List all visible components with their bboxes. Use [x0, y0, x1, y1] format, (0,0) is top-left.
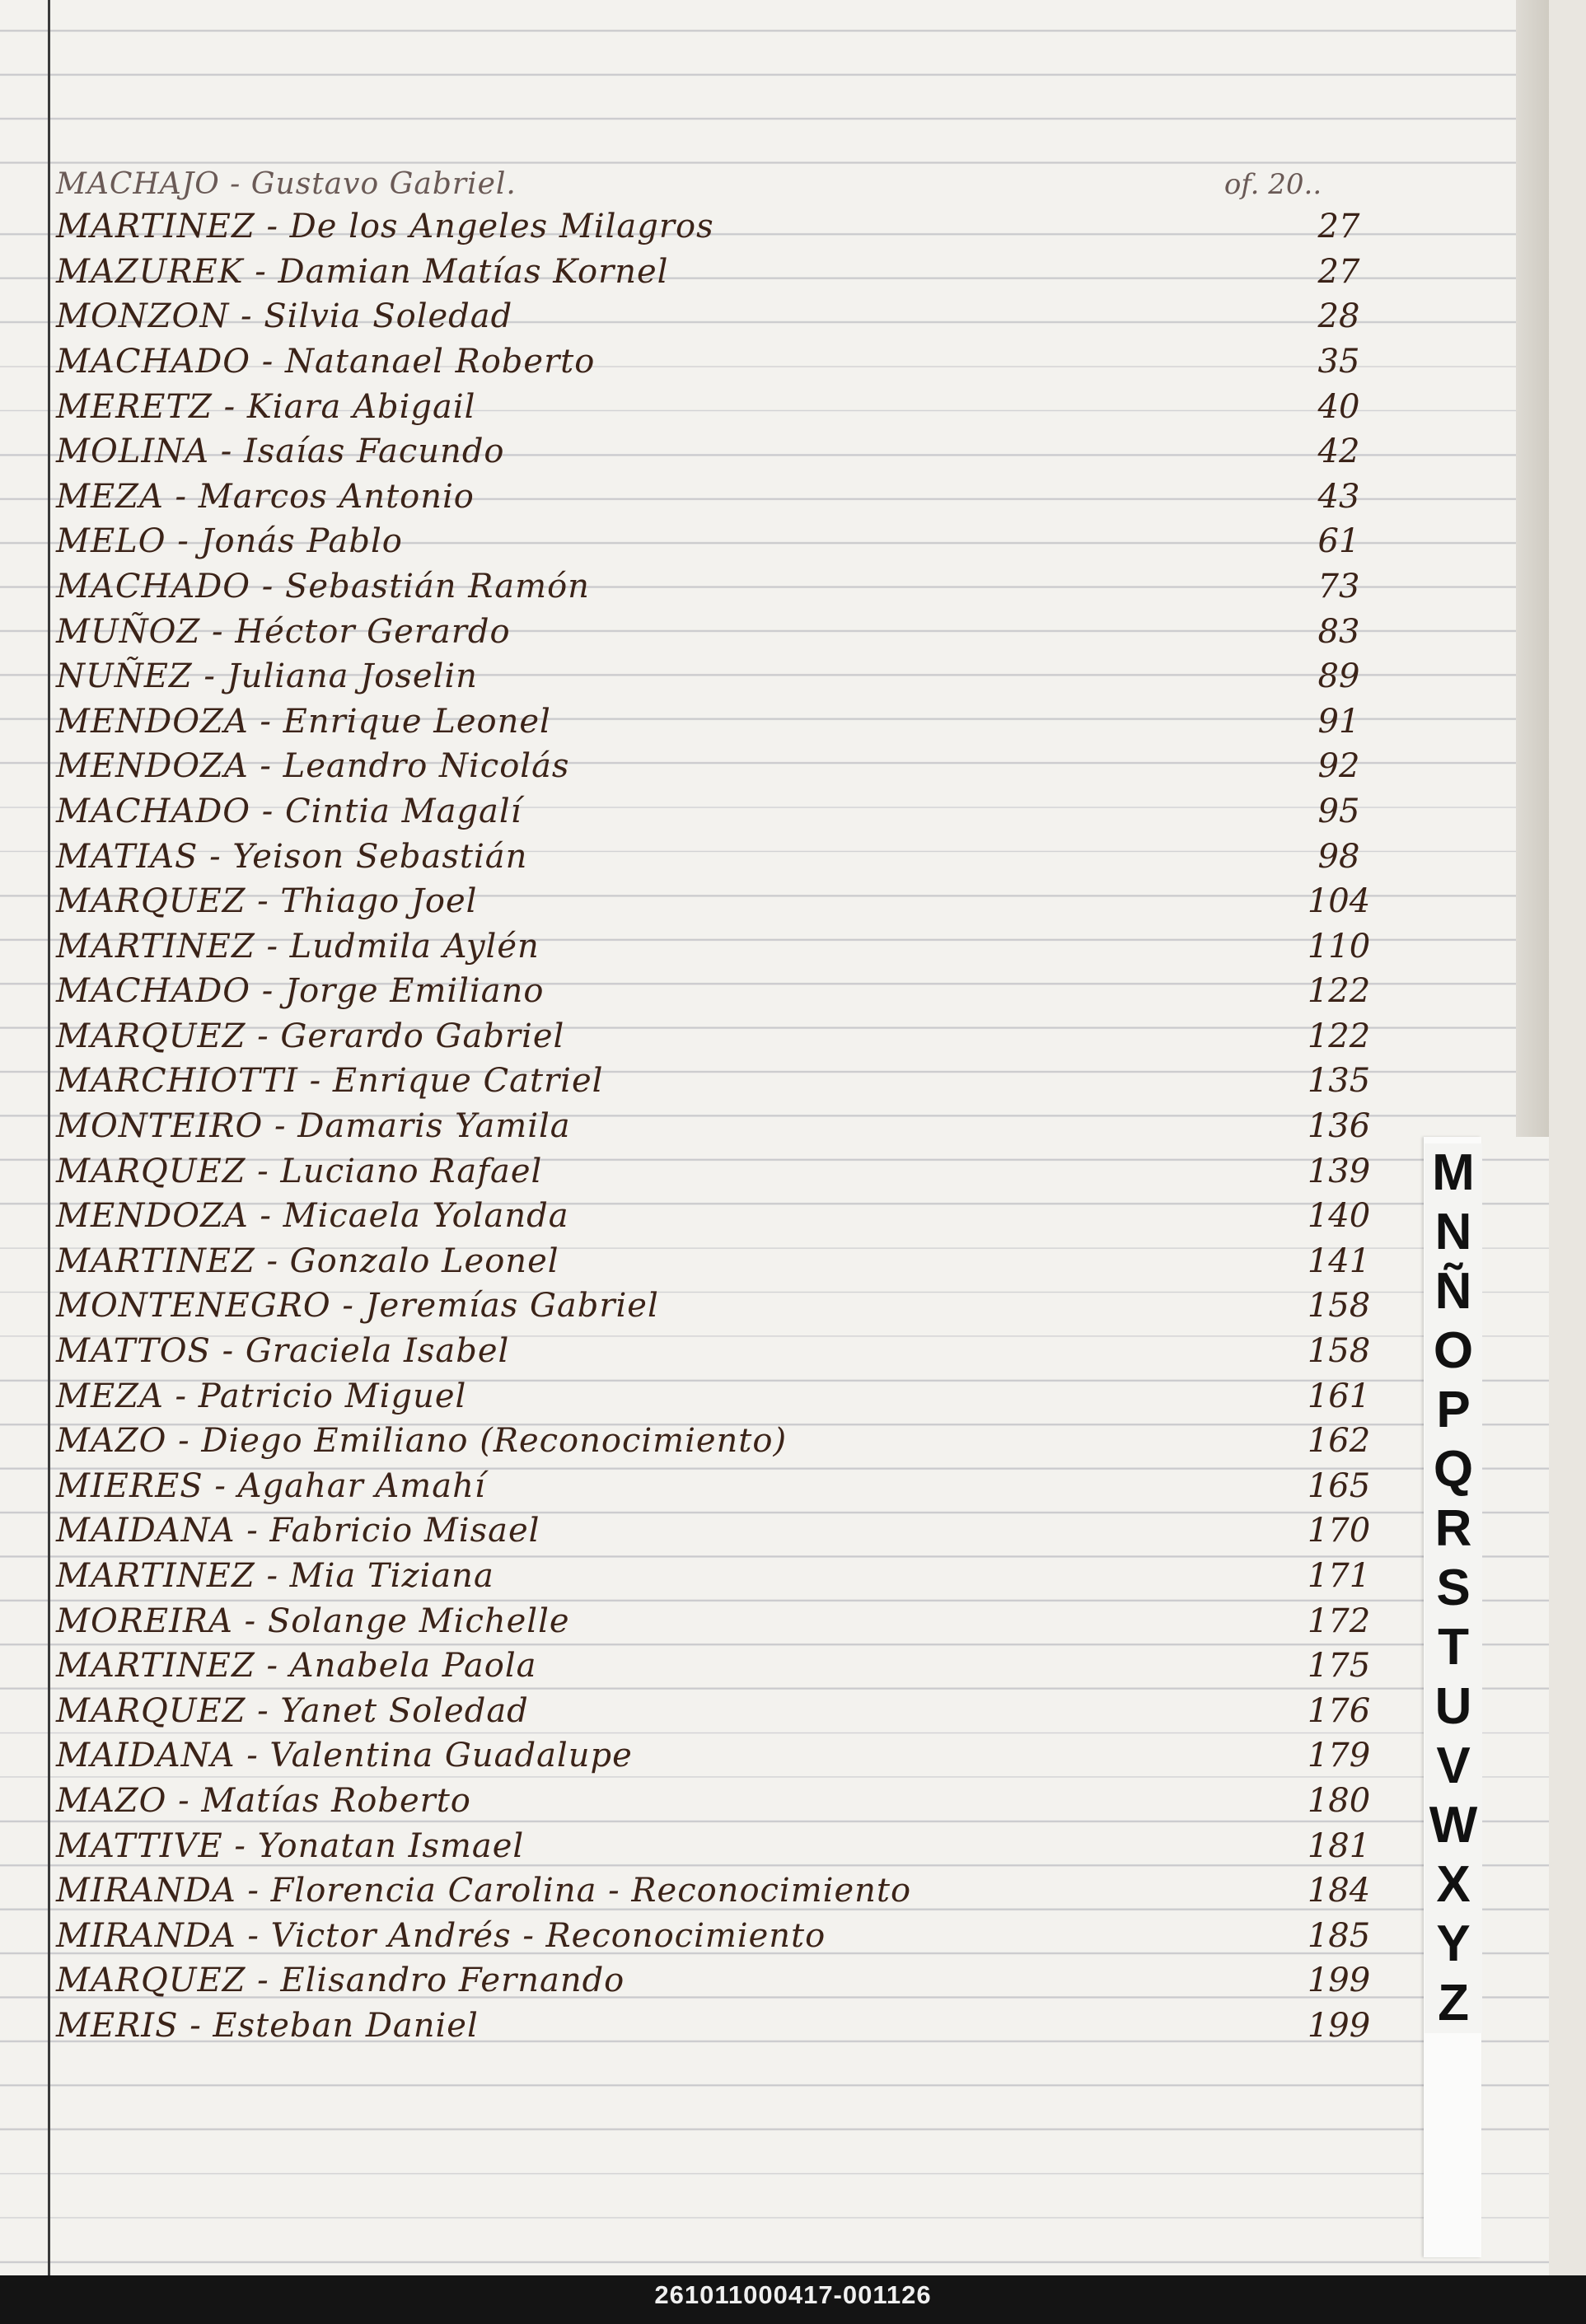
entry-row — [49, 1870, 1417, 1915]
entry-name: MACHADO - Jorge Emiliano — [56, 972, 545, 1011]
entry-row — [49, 970, 1417, 1016]
index-tab-6[interactable]: R — [1425, 1499, 1482, 1559]
entry-number: 171 — [1307, 1557, 1371, 1595]
entry-row — [49, 431, 1417, 476]
entry-name: MONTEIRO - Damaris Yamila — [56, 1107, 571, 1146]
entry-name: MAZUREK - Damian Matías Kornel — [56, 252, 669, 291]
page-edge — [1516, 0, 1549, 1137]
entry-number: 172 — [1307, 1602, 1371, 1640]
entry-row — [49, 1105, 1417, 1150]
entry-name: MARQUEZ - Yanet Soledad — [56, 1691, 529, 1730]
entry-row — [49, 206, 1417, 251]
entry-row — [49, 1240, 1417, 1285]
entry-name: MARTINEZ - Gonzalo Leonel — [56, 1241, 559, 1280]
entry-name: MARTINEZ - Ludmila Aylén — [56, 927, 540, 966]
entry-row — [49, 656, 1417, 701]
entry-number: 98 — [1317, 837, 1360, 876]
entry-name: MARCHIOTTI - Enrique Catriel — [56, 1062, 604, 1101]
index-tab-11[interactable]: W — [1425, 1796, 1482, 1855]
entry-name: MERIS - Esteban Daniel — [56, 2006, 479, 2045]
entry-name: MATTIVE - Yonatan Ismael — [56, 1826, 525, 1865]
entry-row — [49, 925, 1417, 970]
entry-number: of. 20.. — [1223, 167, 1322, 201]
entry-number: 110 — [1307, 927, 1371, 966]
entry-number: 28 — [1317, 297, 1360, 336]
entry-row — [49, 475, 1417, 521]
entry-row — [49, 386, 1417, 431]
entry-list — [49, 161, 1417, 2050]
entry-number: 135 — [1307, 1062, 1371, 1101]
entry-number: 165 — [1307, 1466, 1371, 1505]
entry-name: MENDOZA - Micaela Yolanda — [56, 1197, 569, 1236]
entry-name: MAZO - Matías Roberto — [56, 1781, 471, 1820]
entry-row — [49, 2004, 1417, 2050]
entry-row — [49, 881, 1417, 926]
entry-name: MARTINEZ - De los Angeles Milagros — [56, 208, 714, 246]
entry-number: 181 — [1307, 1826, 1371, 1865]
entry-name: MAIDANA - Valentina Guadalupe — [56, 1737, 633, 1775]
entry-name: MONTENEGRO - Jeremías Gabriel — [56, 1287, 659, 1326]
entry-row — [49, 1690, 1417, 1735]
entry-row — [49, 1465, 1417, 1510]
entry-name: MACHADO - Natanael Roberto — [56, 342, 596, 381]
entry-row — [49, 340, 1417, 386]
entry-number: 161 — [1307, 1377, 1371, 1415]
entry-name: MENDOZA - Leandro Nicolás — [56, 747, 570, 786]
entry-name: MUÑOZ - Héctor Gerardo — [56, 612, 511, 651]
entry-number: 27 — [1317, 252, 1360, 291]
entry-name: NUÑEZ - Juliana Joselin — [56, 657, 478, 696]
index-tab-0[interactable]: M — [1425, 1143, 1482, 1203]
entry-number: 83 — [1317, 612, 1360, 651]
entry-row — [49, 521, 1417, 566]
entry-name: MELO - Jonás Pablo — [56, 522, 403, 561]
entry-name: MARQUEZ - Gerardo Gabriel — [56, 1017, 565, 1055]
entry-number: 170 — [1307, 1512, 1371, 1550]
entry-number: 199 — [1307, 1962, 1371, 2000]
entry-name: MACHADO - Sebastián Ramón — [56, 567, 590, 606]
entry-row — [49, 1735, 1417, 1780]
entry-name: MEZA - Marcos Antonio — [56, 477, 475, 516]
entry-name: MAIDANA - Fabricio Misael — [56, 1512, 540, 1550]
entry-number: 73 — [1317, 567, 1360, 606]
entry-name: MATTOS - Graciela Isabel — [56, 1332, 510, 1371]
entry-number: 139 — [1307, 1152, 1371, 1190]
entry-row — [49, 1645, 1417, 1690]
index-tab-14[interactable]: Z — [1425, 1974, 1482, 2033]
index-tab-4[interactable]: P — [1425, 1381, 1482, 1440]
index-tab-9[interactable]: U — [1425, 1677, 1482, 1737]
entry-number: 27 — [1317, 208, 1360, 246]
entry-row — [49, 250, 1417, 296]
entry-name: MOLINA - Isaías Facundo — [56, 433, 505, 471]
entry-row — [49, 1150, 1417, 1195]
entry-number: 158 — [1307, 1332, 1371, 1371]
entry-row — [49, 1510, 1417, 1555]
entry-name: MOREIRA - Solange Michelle — [56, 1602, 570, 1640]
entry-number: 43 — [1317, 477, 1360, 516]
index-tab-8[interactable]: T — [1425, 1618, 1482, 1677]
entry-name: MIERES - Agahar Amahí — [56, 1466, 486, 1505]
entry-row — [49, 296, 1417, 341]
entry-name: MARQUEZ - Luciano Rafael — [56, 1152, 543, 1190]
entry-number: 162 — [1307, 1422, 1371, 1461]
entry-number: 185 — [1307, 1916, 1371, 1955]
entry-row — [49, 1330, 1417, 1375]
entry-row — [49, 610, 1417, 656]
entry-number: 95 — [1317, 792, 1360, 830]
entry-number: 199 — [1307, 2006, 1371, 2045]
entry-row — [49, 1195, 1417, 1241]
entry-number: 180 — [1307, 1781, 1371, 1820]
entry-name: MARQUEZ - Thiago Joel — [56, 882, 478, 921]
entry-number: 140 — [1307, 1197, 1371, 1236]
entry-name: MEZA - Patricio Miguel — [56, 1377, 467, 1415]
entry-name: MARQUEZ - Elisandro Fernando — [56, 1962, 625, 2000]
entry-name: MARTINEZ - Mia Tiziana — [56, 1557, 494, 1595]
entry-row — [49, 1960, 1417, 2005]
entry-row — [49, 1420, 1417, 1466]
entry-number: 175 — [1307, 1647, 1371, 1686]
entry-number: 179 — [1307, 1737, 1371, 1775]
entry-row — [49, 1285, 1417, 1330]
index-tab-5[interactable]: Q — [1425, 1440, 1482, 1499]
entry-row — [49, 1779, 1417, 1825]
entry-row — [49, 1060, 1417, 1106]
entry-number: 122 — [1307, 972, 1371, 1011]
entry-number: 122 — [1307, 1017, 1371, 1055]
entry-number: 104 — [1307, 882, 1371, 921]
entry-number: 184 — [1307, 1872, 1371, 1910]
index-tab-2[interactable]: Ñ — [1425, 1262, 1482, 1321]
entry-row — [49, 161, 1417, 206]
entry-number: 91 — [1317, 702, 1360, 741]
entry-name: MIRANDA - Victor Andrés - Reconocimiento — [56, 1916, 826, 1955]
entry-number: 176 — [1307, 1691, 1371, 1730]
entry-name: MAZO - Diego Emiliano (Reconocimiento) — [56, 1422, 788, 1461]
entry-name: MENDOZA - Enrique Leonel — [56, 702, 551, 741]
index-tab-13[interactable]: Y — [1425, 1915, 1482, 1974]
entry-name: MONZON - Silvia Soledad — [56, 297, 513, 336]
index-tab-10[interactable]: V — [1425, 1737, 1482, 1796]
entry-name: MERETZ - Kiara Abigail — [56, 387, 476, 426]
alphabet-index-tabs — [1420, 1143, 1486, 2033]
entry-number: 158 — [1307, 1287, 1371, 1326]
index-tab-3[interactable]: O — [1425, 1321, 1482, 1381]
entry-name: MACHADO - Cintia Magalí — [56, 792, 522, 830]
entry-number: 141 — [1307, 1241, 1371, 1280]
index-tab-1[interactable]: N — [1425, 1203, 1482, 1262]
entry-row — [49, 746, 1417, 791]
entry-number: 35 — [1317, 342, 1360, 381]
entry-row — [49, 790, 1417, 835]
entry-name: MATIAS - Yeison Sebastián — [56, 837, 528, 876]
entry-row — [49, 835, 1417, 881]
entry-number: 61 — [1317, 522, 1360, 561]
entry-number: 136 — [1307, 1107, 1371, 1146]
entry-number: 89 — [1317, 657, 1360, 696]
entry-name: MACHAJO - Gustavo Gabriel. — [56, 166, 517, 201]
entry-row — [49, 1825, 1417, 1870]
index-tab-7[interactable]: S — [1425, 1559, 1482, 1618]
image-id-caption: 261011000417-001126 — [654, 2280, 932, 2309]
entry-row — [49, 1375, 1417, 1420]
entry-number: 92 — [1317, 747, 1360, 786]
entry-number: 40 — [1317, 387, 1360, 426]
entry-row — [49, 1555, 1417, 1600]
entry-row — [49, 700, 1417, 746]
entry-row — [49, 565, 1417, 610]
entry-row — [49, 1015, 1417, 1060]
entry-number: 42 — [1317, 433, 1360, 471]
entry-row — [49, 1915, 1417, 1960]
entry-name: MARTINEZ - Anabela Paola — [56, 1647, 537, 1686]
entry-name: MIRANDA - Florencia Carolina - Reconocimiento — [56, 1872, 912, 1910]
index-tab-12[interactable]: X — [1425, 1855, 1482, 1915]
entry-row — [49, 1600, 1417, 1645]
